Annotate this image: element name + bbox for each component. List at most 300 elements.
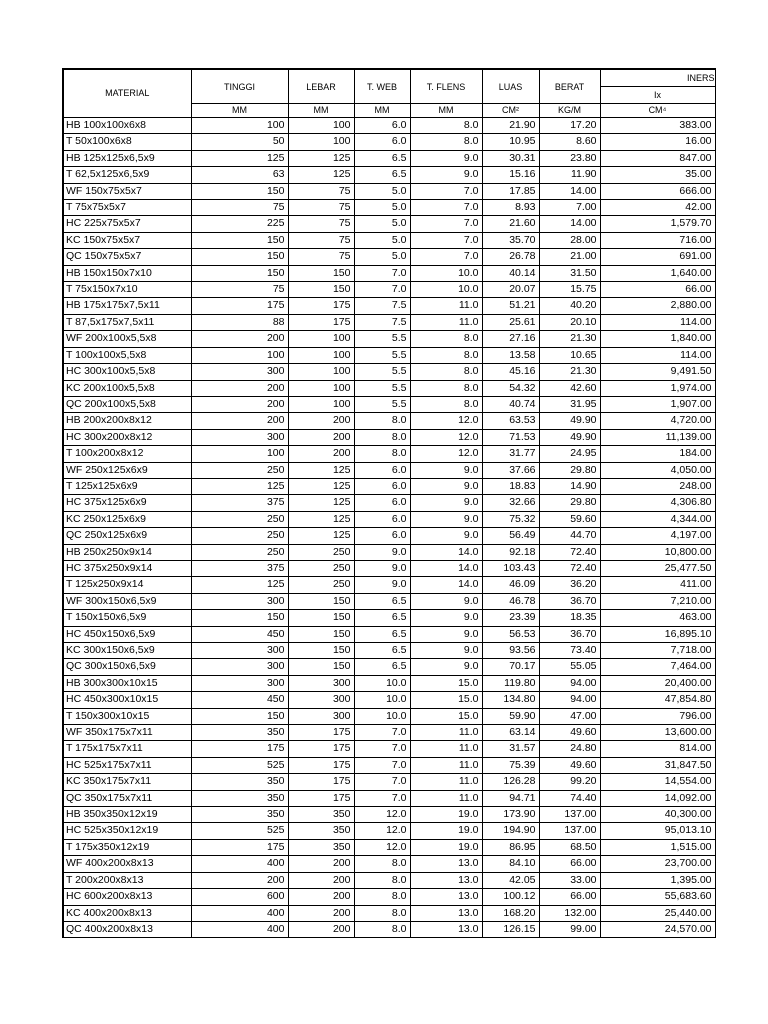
cell-tweb: 6.5 — [354, 167, 410, 183]
cell-tinggi: 150 — [191, 183, 288, 199]
table-row — [63, 872, 715, 888]
cell-luas: 26.78 — [482, 249, 539, 265]
cell-berat: 73.40 — [539, 643, 600, 659]
cell-lebar: 175 — [288, 314, 354, 330]
cell-tflens: 14.0 — [410, 544, 482, 560]
table-row — [63, 790, 715, 806]
unit-lebar: MM — [288, 104, 354, 118]
cell-tinggi: 525 — [191, 757, 288, 773]
cell-tweb: 6.5 — [354, 643, 410, 659]
cell-berat: 49.60 — [539, 757, 600, 773]
table-row — [63, 249, 715, 265]
cell-material: HB 250x250x9x14 — [63, 544, 191, 560]
cell-ix: 16.00 — [600, 134, 715, 150]
cell-lebar: 125 — [288, 495, 354, 511]
cell-ix: 4,720.00 — [600, 413, 715, 429]
cell-material: T 175x350x12x19 — [63, 839, 191, 855]
cell-tweb: 8.0 — [354, 872, 410, 888]
cell-tflens: 9.0 — [410, 610, 482, 626]
table-row — [63, 610, 715, 626]
cell-tinggi: 200 — [191, 331, 288, 347]
cell-tinggi: 100 — [191, 347, 288, 363]
cell-tflens: 19.0 — [410, 823, 482, 839]
cell-tweb: 5.0 — [354, 183, 410, 199]
cell-lebar: 75 — [288, 249, 354, 265]
table-row — [63, 478, 715, 494]
cell-material: T 200x200x8x13 — [63, 872, 191, 888]
header-berat: BERAT — [539, 69, 600, 104]
cell-material: HB 200x200x8x12 — [63, 413, 191, 429]
cell-tinggi: 125 — [191, 577, 288, 593]
cell-tweb: 9.0 — [354, 577, 410, 593]
cell-luas: 194.90 — [482, 823, 539, 839]
cell-luas: 94.71 — [482, 790, 539, 806]
cell-lebar: 125 — [288, 167, 354, 183]
cell-ix: 7,464.00 — [600, 659, 715, 675]
table-row — [63, 708, 715, 724]
table-row — [63, 118, 715, 134]
cell-tflens: 8.0 — [410, 364, 482, 380]
cell-ix: 9,491.50 — [600, 364, 715, 380]
header-material: MATERIAL — [63, 69, 191, 118]
table-row — [63, 380, 715, 396]
cell-tweb: 8.0 — [354, 889, 410, 905]
cell-berat: 94.00 — [539, 692, 600, 708]
cell-ix: 1,840.00 — [600, 331, 715, 347]
cell-lebar: 100 — [288, 380, 354, 396]
cell-berat: 14.00 — [539, 183, 600, 199]
unit-luas: CM² — [482, 104, 539, 118]
cell-berat: 137.00 — [539, 807, 600, 823]
table-row — [63, 134, 715, 150]
cell-tflens: 9.0 — [410, 659, 482, 675]
cell-berat: 72.40 — [539, 544, 600, 560]
cell-tweb: 7.0 — [354, 757, 410, 773]
cell-tinggi: 75 — [191, 200, 288, 216]
table-row — [63, 823, 715, 839]
cell-material: HB 175x175x7,5x11 — [63, 298, 191, 314]
cell-tinggi: 300 — [191, 659, 288, 675]
cell-luas: 46.78 — [482, 593, 539, 609]
cell-tflens: 13.0 — [410, 921, 482, 937]
table-row — [63, 544, 715, 560]
table-row — [63, 905, 715, 921]
cell-material: WF 350x175x7x11 — [63, 725, 191, 741]
cell-material: WF 400x200x8x13 — [63, 856, 191, 872]
table-row — [63, 200, 715, 216]
cell-luas: 100.12 — [482, 889, 539, 905]
cell-lebar: 125 — [288, 478, 354, 494]
cell-berat: 20.10 — [539, 314, 600, 330]
cell-tflens: 7.0 — [410, 200, 482, 216]
table-row — [63, 528, 715, 544]
cell-lebar: 100 — [288, 396, 354, 412]
cell-material: QC 400x200x8x13 — [63, 921, 191, 937]
cell-berat: 28.00 — [539, 232, 600, 248]
cell-ix: 114.00 — [600, 314, 715, 330]
cell-tflens: 9.0 — [410, 643, 482, 659]
cell-lebar: 75 — [288, 216, 354, 232]
cell-ix: 10,800.00 — [600, 544, 715, 560]
cell-luas: 17.85 — [482, 183, 539, 199]
cell-tinggi: 175 — [191, 839, 288, 855]
cell-material: HC 375x250x9x14 — [63, 560, 191, 576]
cell-lebar: 125 — [288, 528, 354, 544]
cell-tinggi: 200 — [191, 380, 288, 396]
cell-berat: 33.00 — [539, 872, 600, 888]
cell-luas: 45.16 — [482, 364, 539, 380]
cell-material: HC 525x175x7x11 — [63, 757, 191, 773]
cell-material: HC 300x100x5,5x8 — [63, 364, 191, 380]
unit-tweb: MM — [354, 104, 410, 118]
cell-lebar: 125 — [288, 462, 354, 478]
cell-tflens: 15.0 — [410, 692, 482, 708]
cell-tweb: 5.5 — [354, 364, 410, 380]
unit-tflens: MM — [410, 104, 482, 118]
cell-lebar: 75 — [288, 200, 354, 216]
cell-material: HC 300x200x8x12 — [63, 429, 191, 445]
cell-tinggi: 300 — [191, 675, 288, 691]
table-row — [63, 331, 715, 347]
cell-luas: 126.28 — [482, 774, 539, 790]
cell-tflens: 7.0 — [410, 216, 482, 232]
cell-berat: 49.60 — [539, 725, 600, 741]
cell-tinggi: 400 — [191, 921, 288, 937]
cell-tweb: 7.0 — [354, 774, 410, 790]
cell-tweb: 5.0 — [354, 232, 410, 248]
cell-material: QC 200x100x5,5x8 — [63, 396, 191, 412]
table-row — [63, 889, 715, 905]
cell-tinggi: 50 — [191, 134, 288, 150]
cell-lebar: 100 — [288, 118, 354, 134]
header-lebar: LEBAR — [288, 69, 354, 104]
cell-luas: 10.95 — [482, 134, 539, 150]
cell-tinggi: 300 — [191, 643, 288, 659]
cell-luas: 103.43 — [482, 560, 539, 576]
cell-tflens: 9.0 — [410, 167, 482, 183]
header-inersia: INERS — [600, 69, 715, 87]
cell-luas: 63.14 — [482, 725, 539, 741]
cell-lebar: 75 — [288, 232, 354, 248]
cell-lebar: 150 — [288, 282, 354, 298]
cell-berat: 66.00 — [539, 889, 600, 905]
cell-tflens: 9.0 — [410, 626, 482, 642]
cell-tinggi: 450 — [191, 626, 288, 642]
cell-lebar: 350 — [288, 807, 354, 823]
cell-lebar: 175 — [288, 741, 354, 757]
cell-berat: 10.65 — [539, 347, 600, 363]
cell-tinggi: 375 — [191, 560, 288, 576]
cell-luas: 35.70 — [482, 232, 539, 248]
cell-ix: 14,554.00 — [600, 774, 715, 790]
cell-tinggi: 350 — [191, 807, 288, 823]
header-row — [63, 69, 715, 87]
cell-luas: 8.93 — [482, 200, 539, 216]
table-row — [63, 495, 715, 511]
table-row — [63, 314, 715, 330]
cell-berat: 99.00 — [539, 921, 600, 937]
cell-tinggi: 250 — [191, 528, 288, 544]
header-tflens: T. FLENS — [410, 69, 482, 104]
cell-lebar: 75 — [288, 183, 354, 199]
cell-tinggi: 100 — [191, 446, 288, 462]
cell-material: WF 200x100x5,5x8 — [63, 331, 191, 347]
cell-berat: 44.70 — [539, 528, 600, 544]
cell-luas: 93.56 — [482, 643, 539, 659]
cell-luas: 75.32 — [482, 511, 539, 527]
cell-lebar: 175 — [288, 774, 354, 790]
cell-luas: 21.90 — [482, 118, 539, 134]
table-row — [63, 577, 715, 593]
cell-tinggi: 75 — [191, 282, 288, 298]
cell-material: T 75x75x5x7 — [63, 200, 191, 216]
cell-lebar: 200 — [288, 921, 354, 937]
steel-profile-table-region — [62, 68, 715, 938]
cell-lebar: 250 — [288, 560, 354, 576]
cell-lebar: 350 — [288, 839, 354, 855]
cell-tflens: 11.0 — [410, 725, 482, 741]
cell-material: HB 125x125x6,5x9 — [63, 150, 191, 166]
cell-ix: 847.00 — [600, 150, 715, 166]
cell-luas: 75.39 — [482, 757, 539, 773]
unit-ix: CM⁴ — [600, 104, 715, 118]
cell-material: HB 100x100x6x8 — [63, 118, 191, 134]
cell-ix: 666.00 — [600, 183, 715, 199]
cell-ix: 13,600.00 — [600, 725, 715, 741]
cell-luas: 32.66 — [482, 495, 539, 511]
cell-tinggi: 300 — [191, 429, 288, 445]
table-row — [63, 774, 715, 790]
cell-tflens: 14.0 — [410, 560, 482, 576]
cell-tinggi: 125 — [191, 150, 288, 166]
cell-berat: 14.00 — [539, 216, 600, 232]
cell-berat: 8.60 — [539, 134, 600, 150]
cell-ix: 114.00 — [600, 347, 715, 363]
cell-tweb: 10.0 — [354, 708, 410, 724]
cell-tweb: 8.0 — [354, 446, 410, 462]
cell-tweb: 6.5 — [354, 626, 410, 642]
cell-ix: 35.00 — [600, 167, 715, 183]
cell-ix: 31,847.50 — [600, 757, 715, 773]
cell-tflens: 8.0 — [410, 134, 482, 150]
cell-material: KC 200x100x5,5x8 — [63, 380, 191, 396]
cell-tweb: 12.0 — [354, 807, 410, 823]
cell-lebar: 125 — [288, 150, 354, 166]
cell-luas: 71.53 — [482, 429, 539, 445]
cell-luas: 70.17 — [482, 659, 539, 675]
cell-material: HC 450x300x10x15 — [63, 692, 191, 708]
cell-tinggi: 250 — [191, 511, 288, 527]
cell-tweb: 9.0 — [354, 544, 410, 560]
cell-luas: 40.14 — [482, 265, 539, 281]
cell-tweb: 6.0 — [354, 511, 410, 527]
cell-lebar: 150 — [288, 643, 354, 659]
cell-tinggi: 350 — [191, 790, 288, 806]
cell-ix: 796.00 — [600, 708, 715, 724]
cell-berat: 40.20 — [539, 298, 600, 314]
cell-tweb: 7.5 — [354, 314, 410, 330]
cell-tweb: 8.0 — [354, 413, 410, 429]
cell-lebar: 150 — [288, 265, 354, 281]
cell-lebar: 175 — [288, 298, 354, 314]
cell-material: T 175x175x7x11 — [63, 741, 191, 757]
table-row — [63, 364, 715, 380]
cell-tflens: 11.0 — [410, 774, 482, 790]
cell-luas: 51.21 — [482, 298, 539, 314]
cell-tinggi: 250 — [191, 544, 288, 560]
cell-tweb: 6.0 — [354, 134, 410, 150]
cell-material: T 50x100x6x8 — [63, 134, 191, 150]
cell-material: T 87,5x175x7,5x11 — [63, 314, 191, 330]
cell-tflens: 9.0 — [410, 462, 482, 478]
cell-material: WF 250x125x6x9 — [63, 462, 191, 478]
cell-material: HC 225x75x5x7 — [63, 216, 191, 232]
cell-tflens: 9.0 — [410, 150, 482, 166]
cell-material: KC 250x125x6x9 — [63, 511, 191, 527]
cell-material: QC 150x75x5x7 — [63, 249, 191, 265]
cell-luas: 18.83 — [482, 478, 539, 494]
cell-luas: 23.39 — [482, 610, 539, 626]
cell-lebar: 175 — [288, 790, 354, 806]
cell-ix: 1,579.70 — [600, 216, 715, 232]
cell-tflens: 11.0 — [410, 314, 482, 330]
cell-luas: 92.18 — [482, 544, 539, 560]
cell-tweb: 8.0 — [354, 856, 410, 872]
cell-berat: 14.90 — [539, 478, 600, 494]
cell-luas: 42.05 — [482, 872, 539, 888]
table-row — [63, 511, 715, 527]
cell-tflens: 7.0 — [410, 232, 482, 248]
cell-lebar: 200 — [288, 889, 354, 905]
cell-ix: 14,092.00 — [600, 790, 715, 806]
cell-ix: 4,197.00 — [600, 528, 715, 544]
cell-tweb: 5.0 — [354, 249, 410, 265]
cell-berat: 31.50 — [539, 265, 600, 281]
cell-ix: 383.00 — [600, 118, 715, 134]
cell-material: HC 600x200x8x13 — [63, 889, 191, 905]
table-row — [63, 150, 715, 166]
cell-tflens: 7.0 — [410, 183, 482, 199]
cell-material: KC 150x75x5x7 — [63, 232, 191, 248]
cell-luas: 31.57 — [482, 741, 539, 757]
cell-material: HC 525x350x12x19 — [63, 823, 191, 839]
cell-lebar: 150 — [288, 659, 354, 675]
cell-tweb: 5.5 — [354, 380, 410, 396]
cell-berat: 24.95 — [539, 446, 600, 462]
cell-tflens: 15.0 — [410, 675, 482, 691]
cell-material: T 150x300x10x15 — [63, 708, 191, 724]
cell-tinggi: 175 — [191, 298, 288, 314]
steel-profile-table — [62, 68, 716, 938]
cell-luas: 37.66 — [482, 462, 539, 478]
cell-lebar: 100 — [288, 331, 354, 347]
header-tweb: T. WEB — [354, 69, 410, 104]
cell-berat: 23.80 — [539, 150, 600, 166]
cell-tweb: 5.5 — [354, 396, 410, 412]
table-row — [63, 626, 715, 642]
cell-berat: 42.60 — [539, 380, 600, 396]
cell-tweb: 6.5 — [354, 659, 410, 675]
cell-luas: 168.20 — [482, 905, 539, 921]
cell-berat: 55.05 — [539, 659, 600, 675]
cell-berat: 24.80 — [539, 741, 600, 757]
cell-ix: 25,477.50 — [600, 560, 715, 576]
cell-berat: 74.40 — [539, 790, 600, 806]
cell-luas: 56.49 — [482, 528, 539, 544]
cell-tflens: 12.0 — [410, 429, 482, 445]
cell-berat: 7.00 — [539, 200, 600, 216]
cell-material: KC 350x175x7x11 — [63, 774, 191, 790]
cell-material: QC 250x125x6x9 — [63, 528, 191, 544]
cell-tweb: 7.0 — [354, 265, 410, 281]
table-row — [63, 413, 715, 429]
cell-tflens: 12.0 — [410, 446, 482, 462]
cell-tweb: 7.0 — [354, 790, 410, 806]
cell-tweb: 7.0 — [354, 725, 410, 741]
cell-tflens: 10.0 — [410, 265, 482, 281]
cell-luas: 30.31 — [482, 150, 539, 166]
cell-tflens: 13.0 — [410, 905, 482, 921]
cell-tflens: 8.0 — [410, 380, 482, 396]
cell-ix: 4,306.80 — [600, 495, 715, 511]
cell-tflens: 9.0 — [410, 511, 482, 527]
cell-tinggi: 200 — [191, 872, 288, 888]
cell-ix: 184.00 — [600, 446, 715, 462]
cell-tinggi: 150 — [191, 610, 288, 626]
cell-ix: 20,400.00 — [600, 675, 715, 691]
cell-luas: 63.53 — [482, 413, 539, 429]
cell-tinggi: 300 — [191, 593, 288, 609]
cell-tweb: 6.0 — [354, 118, 410, 134]
cell-lebar: 175 — [288, 757, 354, 773]
cell-luas: 15.16 — [482, 167, 539, 183]
cell-lebar: 300 — [288, 675, 354, 691]
table-row — [63, 429, 715, 445]
cell-tinggi: 350 — [191, 725, 288, 741]
cell-tflens: 9.0 — [410, 478, 482, 494]
cell-tweb: 12.0 — [354, 823, 410, 839]
cell-tweb: 9.0 — [354, 560, 410, 576]
cell-material: QC 350x175x7x11 — [63, 790, 191, 806]
cell-ix: 40,300.00 — [600, 807, 715, 823]
cell-ix: 25,440.00 — [600, 905, 715, 921]
cell-tinggi: 300 — [191, 364, 288, 380]
table-row — [63, 675, 715, 691]
cell-tweb: 6.0 — [354, 462, 410, 478]
table-row — [63, 839, 715, 855]
cell-ix: 691.00 — [600, 249, 715, 265]
cell-lebar: 125 — [288, 511, 354, 527]
cell-luas: 13.58 — [482, 347, 539, 363]
table-row — [63, 282, 715, 298]
cell-lebar: 175 — [288, 725, 354, 741]
cell-luas: 40.74 — [482, 396, 539, 412]
cell-ix: 7,210.00 — [600, 593, 715, 609]
table-row — [63, 593, 715, 609]
cell-ix: 47,854.80 — [600, 692, 715, 708]
cell-ix: 248.00 — [600, 478, 715, 494]
cell-tweb: 10.0 — [354, 692, 410, 708]
cell-luas: 20.07 — [482, 282, 539, 298]
cell-lebar: 200 — [288, 446, 354, 462]
cell-tinggi: 150 — [191, 708, 288, 724]
cell-berat: 47.00 — [539, 708, 600, 724]
cell-ix: 23,700.00 — [600, 856, 715, 872]
cell-berat: 36.70 — [539, 593, 600, 609]
cell-lebar: 200 — [288, 872, 354, 888]
cell-tweb: 6.0 — [354, 495, 410, 511]
cell-tflens: 19.0 — [410, 807, 482, 823]
